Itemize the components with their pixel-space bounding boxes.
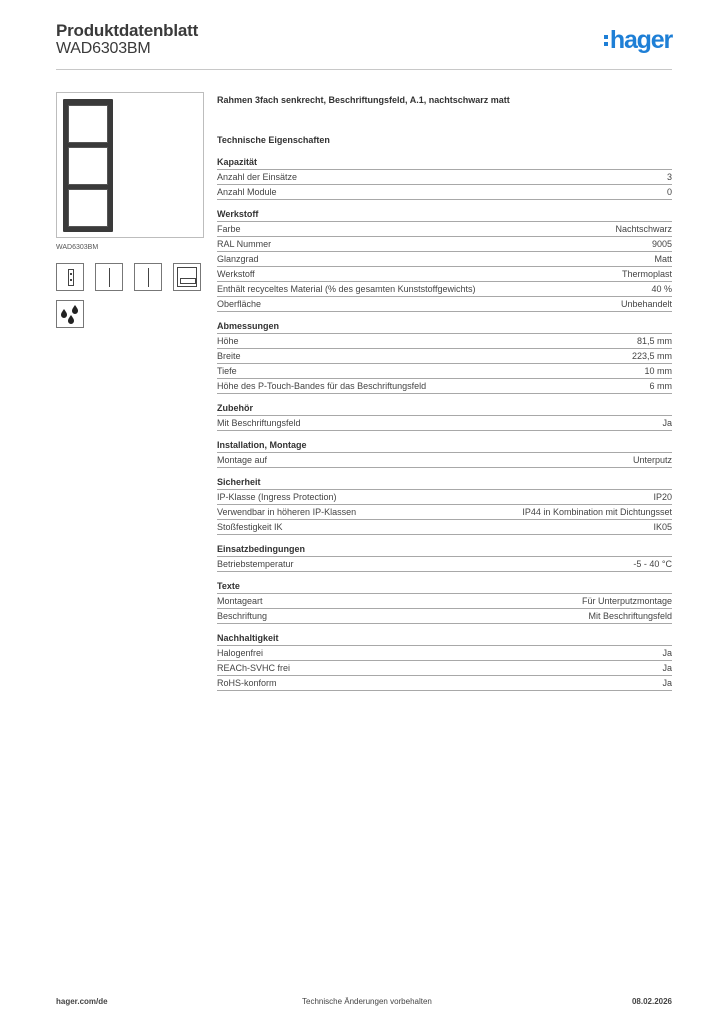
spec-rows [217, 415, 672, 431]
spec-section [217, 544, 672, 572]
spec-label: Glanzgrad [217, 254, 259, 264]
spec-rows [217, 169, 672, 200]
line-icon [134, 263, 162, 291]
spec-value: Matt [654, 254, 672, 264]
spec-value: 40 % [651, 284, 672, 294]
footer-website[interactable]: hager.com/de [56, 997, 108, 1006]
spec-value: Ja [662, 678, 672, 688]
section-title: Zubehör [217, 403, 253, 413]
spec-value: 223,5 mm [631, 351, 672, 361]
spec-rows [217, 489, 672, 535]
spec-rows [217, 556, 672, 572]
spec-label: Farbe [217, 224, 241, 234]
spec-label: Stoßfestigkeit IK [217, 522, 283, 532]
spec-rows [217, 333, 672, 394]
spec-rows [217, 645, 672, 691]
spec-label: Montage auf [217, 455, 268, 465]
spec-label: Tiefe [217, 366, 237, 376]
spec-row [217, 593, 672, 608]
spec-section [217, 633, 672, 691]
water-drops-icon [56, 300, 84, 328]
spec-section [217, 440, 672, 468]
spec-label: Enthält recyceltes Material (% des gesamten Kunststoffgewichts) [217, 284, 476, 294]
line-icon [95, 263, 123, 291]
spec-section [217, 581, 672, 624]
spec-rows [217, 452, 672, 468]
feature-icons [56, 263, 201, 291]
spec-row [217, 489, 672, 504]
spec-section [217, 157, 672, 200]
logo-dots-icon [604, 35, 608, 46]
frame-3fold-icon [63, 99, 113, 232]
spec-value: Nachtschwarz [615, 224, 672, 234]
spec-section [217, 403, 672, 431]
section-title: Werkstoff [217, 209, 259, 219]
footer-date: 08.02.2026 [631, 997, 672, 1006]
spec-row [217, 645, 672, 660]
spec-row [217, 608, 672, 624]
spec-row [217, 675, 672, 691]
product-description: Rahmen 3fach senkrecht, Beschriftungsfeld, A.1, nachtschwarz matt [217, 95, 510, 105]
spec-value: Ja [662, 648, 672, 658]
spec-row [217, 519, 672, 535]
spec-value: IK05 [653, 522, 672, 532]
spec-row [217, 348, 672, 363]
section-title: Kapazität [217, 157, 258, 167]
spec-value: Ja [662, 663, 672, 673]
spec-label: Anzahl Module [217, 187, 277, 197]
spec-label: Verwendbar in höheren IP-Klassen [217, 507, 357, 517]
spec-value: 3 [666, 172, 672, 182]
spec-label: RAL Nummer [217, 239, 272, 249]
section-title: Abmessungen [217, 321, 280, 331]
spec-value: Mit Beschriftungsfeld [588, 611, 672, 621]
section-title: Texte [217, 581, 240, 591]
section-title: Nachhaltigkeit [217, 633, 279, 643]
spec-value: Thermoplast [621, 269, 672, 279]
spec-label: Mit Beschriftungsfeld [217, 418, 301, 428]
spec-row [217, 169, 672, 184]
spec-label: Höhe des P-Touch-Bandes für das Beschriftungsfeld [217, 381, 427, 391]
footer-note: Technische Änderungen vorbehalten [302, 997, 432, 1006]
spec-label: Oberfläche [217, 299, 262, 309]
page-header [56, 20, 672, 70]
section-title: Sicherheit [217, 477, 261, 487]
spec-label: Breite [217, 351, 241, 361]
main-content [217, 95, 672, 700]
spec-value: -5 - 40 °C [633, 559, 672, 569]
spec-value: 9005 [651, 239, 672, 249]
spec-value: 0 [666, 187, 672, 197]
section-title: Einsatzbedingungen [217, 544, 306, 554]
spec-label: Beschriftung [217, 611, 268, 621]
hager-logo [604, 27, 672, 53]
spec-label: Montageart [217, 596, 263, 606]
spec-value: 6 mm [649, 381, 672, 391]
spec-row [217, 660, 672, 675]
spec-row [217, 452, 672, 468]
spec-row [217, 504, 672, 519]
spec-value: 10 mm [644, 366, 672, 376]
spec-value: Ja [662, 418, 672, 428]
spec-rows [217, 593, 672, 624]
spec-row [217, 236, 672, 251]
spec-row [217, 415, 672, 431]
spec-section [217, 321, 672, 394]
document-title: Produktdatenblatt [56, 21, 199, 40]
product-image [56, 92, 204, 238]
spec-label: Höhe [217, 336, 239, 346]
spec-value: Unterputz [632, 455, 672, 465]
tech-heading: Technische Eigenschaften [217, 135, 330, 145]
spec-value: 81,5 mm [636, 336, 672, 346]
spec-label: RoHS-konform [217, 678, 277, 688]
section-title: Installation, Montage [217, 440, 307, 450]
spec-row [217, 266, 672, 281]
spec-label: Werkstoff [217, 269, 255, 279]
spec-rows [217, 221, 672, 312]
spec-row [217, 378, 672, 394]
image-caption: WAD6303BM [56, 244, 99, 251]
spec-label: IP-Klasse (Ingress Protection) [217, 492, 337, 502]
switch-icon [56, 263, 84, 291]
logo-text: hager [609, 26, 672, 54]
spec-row [217, 556, 672, 572]
document-subtitle: WAD6303BM [56, 40, 151, 57]
spec-label: Halogenfrei [217, 648, 264, 658]
spec-row [217, 363, 672, 378]
spec-section [217, 209, 672, 312]
spec-sections [217, 157, 672, 691]
spec-row [217, 296, 672, 312]
spec-value: IP20 [653, 492, 672, 502]
label-field-icon [173, 263, 201, 291]
spec-value: Unbehandelt [620, 299, 672, 309]
spec-section [217, 477, 672, 535]
spec-row [217, 221, 672, 236]
spec-row [217, 281, 672, 296]
spec-label: Betriebstemperatur [217, 559, 294, 569]
feature-icons-row2 [56, 300, 84, 328]
spec-row [217, 184, 672, 200]
spec-label: REACh-SVHC frei [217, 663, 291, 673]
spec-value: Für Unterputzmontage [581, 596, 672, 606]
spec-row [217, 251, 672, 266]
spec-row [217, 333, 672, 348]
spec-value: IP44 in Kombination mit Dichtungsset [522, 507, 672, 517]
spec-label: Anzahl der Einsätze [217, 172, 298, 182]
